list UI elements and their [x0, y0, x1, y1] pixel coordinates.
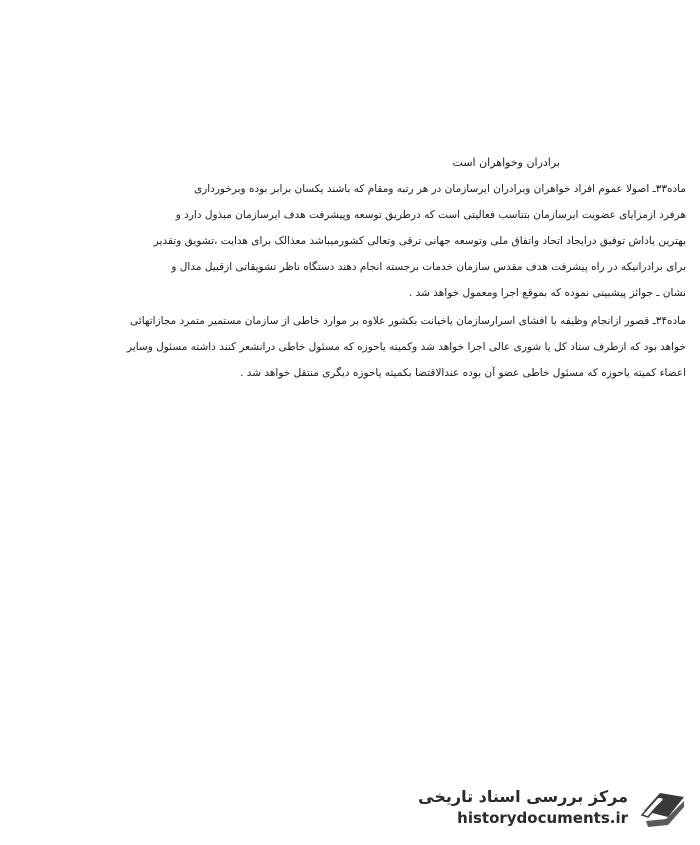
text-line: ماده۳۴ـ قصور ازانجام وظیفه یا افشای اسرارسازمان یاخیانت بکشور علاوه بر موارد خاطی از سازمان مستمیر متمرد مجازاتهائی — [130, 315, 686, 327]
book-pages-icon — [638, 787, 690, 833]
text-line: نشان ـ جوائز پیشبینی نموده که بموقع اجرا ومعمول خواهد شد . — [408, 287, 686, 299]
text-line: ماده۳۳ـ اصولا عموم افراد خواهران وبرادران ایرسازمان در هر رتبه ومقام که باشند یکسان برابر بوده وبرخورداری — [193, 183, 686, 195]
text-line: اعضاء کمیته یاحوزه که مسئول خاطی عضو آن بوده عندالاقتضا بکمیته یاحوزه دیگری منتقل خواهد شد . — [240, 367, 686, 379]
salutation-line: برادران وخواهران است — [452, 156, 560, 169]
text-line: هرفرد ازمزایای عضویت ایرسازمان بتناسب فعالیتی است که درطریق توسعه وپیشرفت هدف ایرسازمان مبذول دارد و — [175, 209, 686, 221]
text-line: خواهد بود که ازطرف ستاد کل یا شوری عالی اجرا خواهد شد وکمیته یاحوزه که مسئول خاطی درانشعر کنند داشته مسئول وسایر — [127, 341, 686, 353]
watermark — [410, 785, 690, 835]
text-line: برای برادرانیکه در راه پیشرفت هدف مقدس سازمان خدمات برجسته انجام دهند دستگاه ناظر تشویقاتی ازقبیل مدال و — [171, 261, 686, 273]
watermark-title: مرکز بررسی اسناد تاریخی — [418, 787, 628, 806]
text-line: بهترین یاداش توفیق درایجاد اتحاد واتفاق ملی وتوسعه جهانی ترقی وتعالی کشورمیباشد معذالک برای هدایت ،تشویق وتقدیر — [153, 235, 686, 247]
watermark-url: historydocuments.ir — [457, 809, 628, 827]
